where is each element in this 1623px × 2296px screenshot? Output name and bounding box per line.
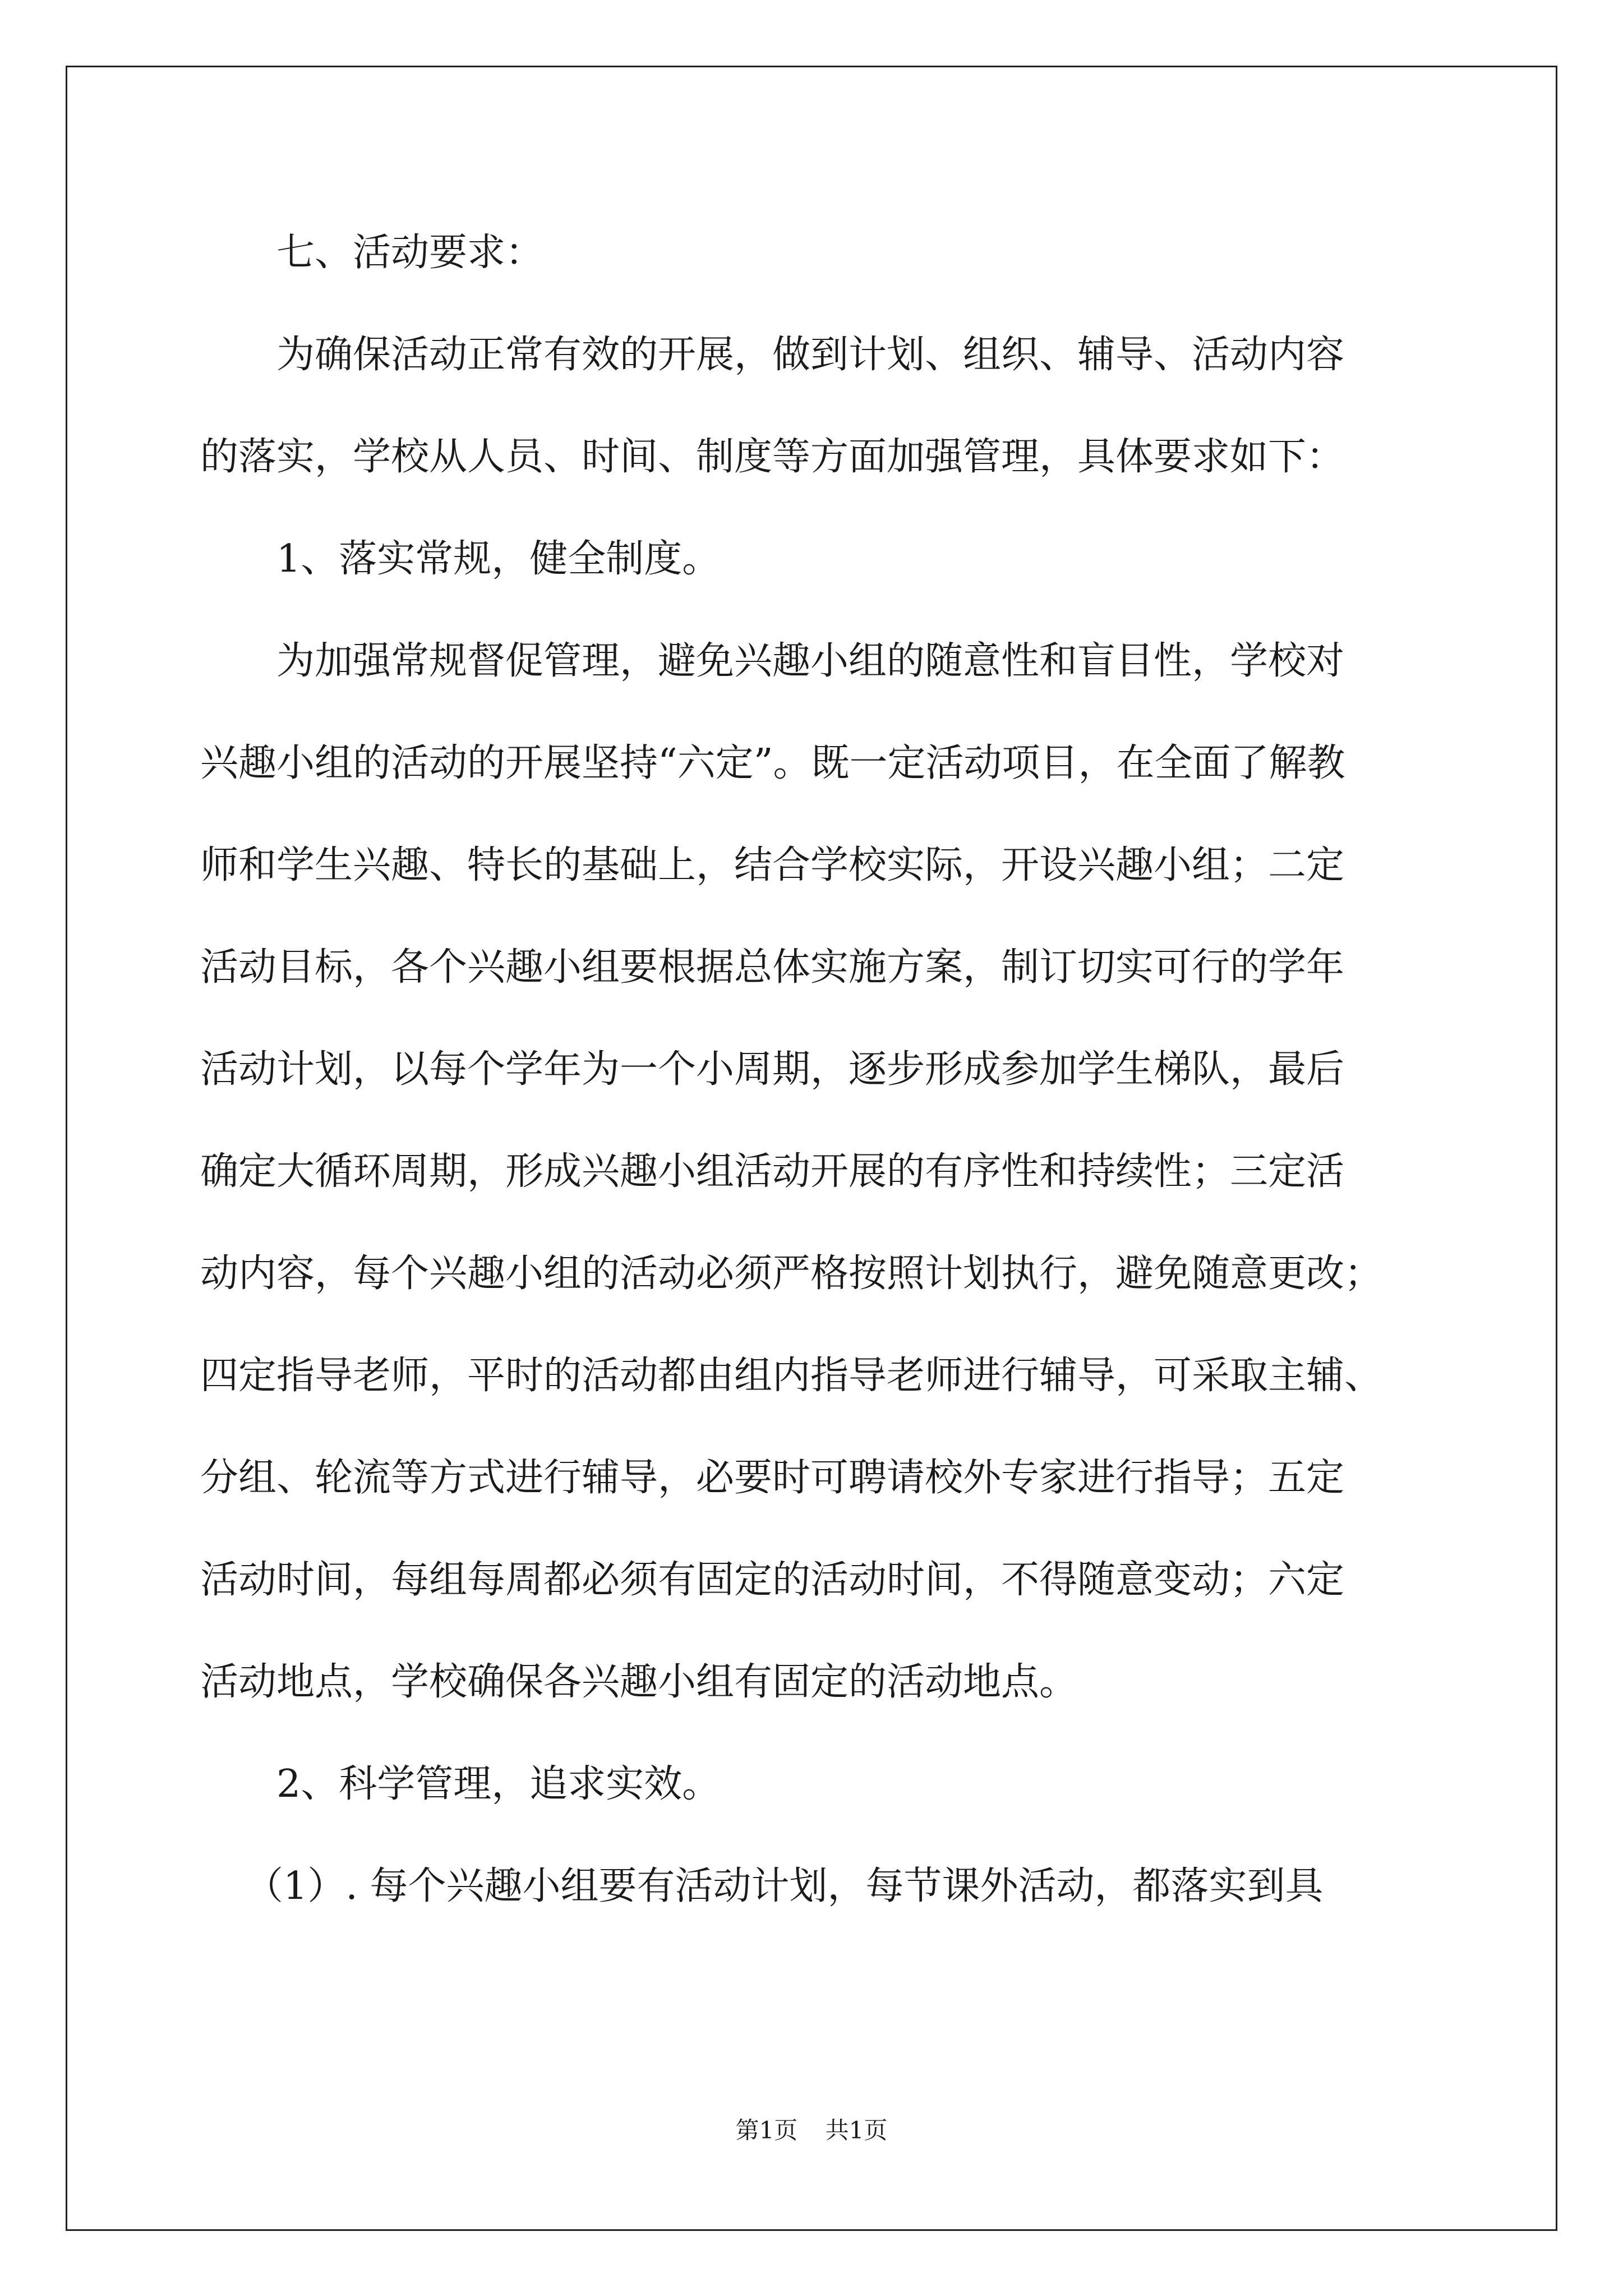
paragraph-line: 活动时间，每组每周都必须有固定的活动时间，不得随意变动；六定: [200, 1558, 1345, 1602]
page-total: 共1页: [825, 2116, 888, 2144]
paragraph-line: 活动目标，各个兴趣小组要根据总体实施方案，制订切实可行的学年: [200, 945, 1345, 990]
subsection-heading: 2、科学管理，追求实效。: [276, 1762, 721, 1806]
paragraph-line: 动内容，每个兴趣小组的活动必须严格按照计划执行，避免随意更改；: [200, 1251, 1383, 1296]
paragraph-line: 四定指导老师，平时的活动都由组内指导老师进行辅导，可采取主辅、: [200, 1354, 1383, 1398]
paragraph-line: 为加强常规督促管理，避免兴趣小组的随意性和盲目性，学校对: [276, 639, 1345, 683]
subsection-heading: 1、落实常规，健全制度。: [276, 537, 721, 581]
paragraph-line: 活动地点，学校确保各兴趣小组有固定的活动地点。: [200, 1660, 1078, 1704]
paragraph-line: 分组、轮流等方式进行辅导，必要时可聘请校外专家进行指导；五定: [200, 1456, 1345, 1500]
paragraph-line: 为确保活动正常有效的开展，做到计划、组织、辅导、活动内容: [276, 333, 1345, 377]
page-number: 第1页: [735, 2116, 798, 2144]
paragraph-line: 兴趣小组的活动的开展坚持“六定”。既一定活动项目，在全面了解教: [200, 741, 1345, 785]
section-heading: 七、活动要求：: [276, 231, 544, 275]
paragraph-line: 活动计划，以每个学年为一个小周期，逐步形成参加学生梯队，最后: [200, 1047, 1345, 1092]
paragraph-line: （1）. 每个兴趣小组要有活动计划，每节课外活动，都落实到具: [245, 1864, 1324, 1908]
paragraph-line: 确定大循环周期，形成兴趣小组活动开展的有序性和持续性；三定活: [200, 1149, 1345, 1194]
paragraph-line: 师和学生兴趣、特长的基础上，结合学校实际，开设兴趣小组；二定: [200, 843, 1345, 887]
paragraph-line: 的落实，学校从人员、时间、制度等方面加强管理，具体要求如下：: [200, 435, 1345, 479]
document-body: [200, 202, 1434, 1938]
page-footer: [0, 2112, 1623, 2146]
